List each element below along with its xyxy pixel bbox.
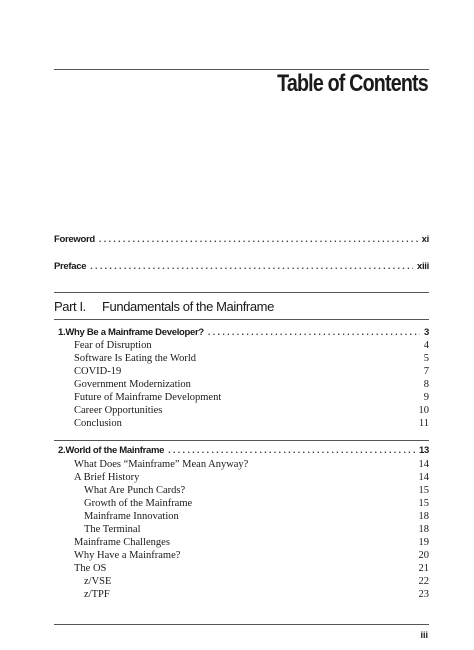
chapter-number: 1. <box>58 327 66 338</box>
section-page: 21 <box>418 563 429 574</box>
section-title: Software Is Eating the World <box>74 353 197 364</box>
section-page: 14 <box>418 472 429 483</box>
section-title: Career Opportunities <box>74 405 163 416</box>
section-page: 18 <box>418 511 429 522</box>
toc-entry-page: xi <box>421 234 429 245</box>
section-title: Growth of the Mainframe <box>84 498 193 509</box>
section-title: Mainframe Innovation <box>84 511 179 522</box>
section-title: Fear of Disruption <box>74 340 152 351</box>
section-page: 23 <box>418 589 429 600</box>
section-page: 22 <box>418 576 429 587</box>
section-title: What Does “Mainframe” Mean Anyway? <box>74 459 249 470</box>
section-title: A Brief History <box>74 472 140 483</box>
section-page: 19 <box>418 537 429 548</box>
toc-subsection[interactable] <box>84 589 429 600</box>
toc-section[interactable] <box>74 392 429 403</box>
toc-subsection[interactable] <box>84 498 429 509</box>
section-page: 14 <box>418 459 429 470</box>
section-page: 15 <box>418 485 429 496</box>
toc-subsection[interactable] <box>84 511 429 522</box>
section-page: 9 <box>423 392 429 403</box>
section-title: z/VSE <box>84 576 112 587</box>
chapter-title: Why Be a Mainframe Developer? <box>65 327 204 338</box>
chapter-title: World of the Mainframe <box>65 445 165 456</box>
dot-leader <box>168 445 415 455</box>
section-page: 18 <box>418 524 429 535</box>
toc-section[interactable] <box>74 537 429 548</box>
section-page: 15 <box>418 498 429 509</box>
chapter-page: 13 <box>419 445 429 456</box>
section-page: 20 <box>418 550 429 561</box>
toc-section[interactable] <box>74 405 429 416</box>
toc-chapter-1[interactable] <box>58 327 429 338</box>
toc-section[interactable] <box>74 563 429 574</box>
part-label: Part I. <box>54 299 86 314</box>
section-title: Conclusion <box>74 418 122 429</box>
toc-section[interactable] <box>74 472 429 483</box>
toc-subsection[interactable] <box>84 524 429 535</box>
section-title: The OS <box>74 563 107 574</box>
toc-section[interactable] <box>74 379 429 390</box>
section-title: Government Modernization <box>74 379 191 390</box>
chapter-page: 3 <box>424 327 429 338</box>
section-page: 4 <box>423 340 429 351</box>
toc-entry-label: Preface <box>54 261 87 272</box>
section-page: 7 <box>423 366 429 377</box>
chapter-number: 2. <box>58 445 66 456</box>
page-number: iii <box>420 630 428 640</box>
section-title: Why Have a Mainframe? <box>74 550 181 561</box>
toc-section[interactable] <box>74 550 429 561</box>
section-title: COVID-19 <box>74 366 122 377</box>
toc-entry-page: xiii <box>416 261 429 272</box>
toc-subsection[interactable] <box>84 576 429 587</box>
dot-leader <box>99 234 418 244</box>
bottom-rule <box>54 624 429 625</box>
section-page: 11 <box>418 418 429 429</box>
section-title: z/TPF <box>84 589 110 600</box>
section-title: Future of Mainframe Development <box>74 392 222 403</box>
toc-section[interactable] <box>74 366 429 377</box>
toc-section[interactable] <box>74 459 429 470</box>
toc-section[interactable] <box>74 353 429 364</box>
part-title: Fundamentals of the Mainframe <box>102 299 274 314</box>
section-title: Mainframe Challenges <box>74 537 170 548</box>
toc-entry-foreword[interactable] <box>54 234 429 245</box>
chapter-1-rule <box>54 319 429 320</box>
toc-chapter-2[interactable] <box>58 445 429 456</box>
toc-subsection[interactable] <box>84 485 429 496</box>
section-page: 8 <box>423 379 429 390</box>
chapter-2-rule <box>54 440 429 441</box>
section-page: 5 <box>423 353 429 364</box>
dot-leader <box>90 261 413 271</box>
dot-leader <box>208 327 420 337</box>
part-rule <box>54 292 429 293</box>
toc-section[interactable] <box>74 418 429 429</box>
section-title: What Are Punch Cards? <box>84 485 186 496</box>
toc-entry-label: Foreword <box>54 234 95 245</box>
toc-entry-preface[interactable] <box>54 261 429 272</box>
toc-section[interactable] <box>74 340 429 351</box>
page-title: Table of Contents <box>277 70 428 97</box>
part-heading <box>54 299 274 314</box>
section-page: 10 <box>418 405 429 416</box>
section-title: The Terminal <box>84 524 141 535</box>
